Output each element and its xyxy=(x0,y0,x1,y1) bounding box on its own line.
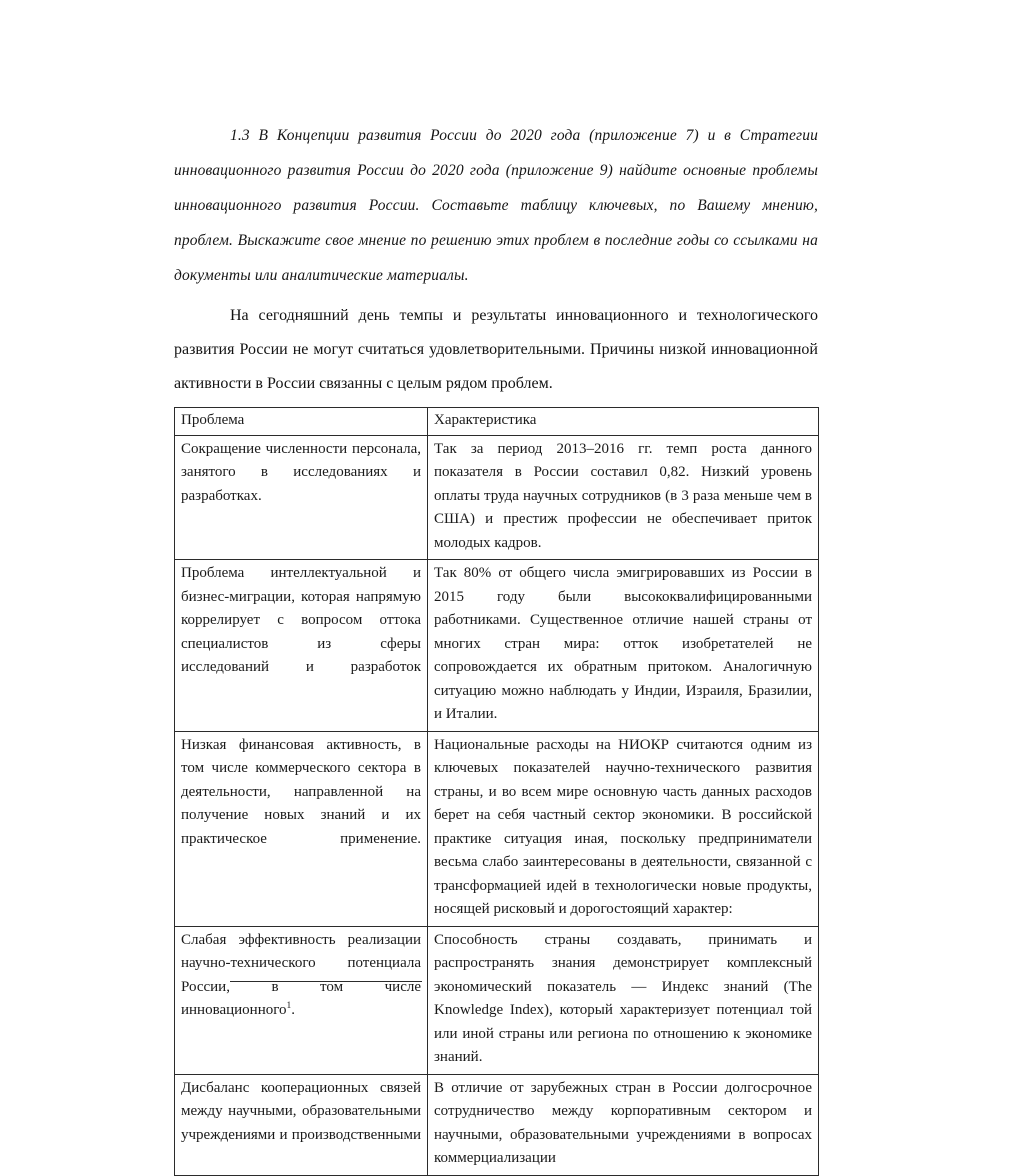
table-cell-problem xyxy=(175,926,428,1074)
assignment-intro-paragraph: 1.3 В Концепции развития России до 2020 года (приложение 7) и в Стратегии инновационного развития России до 2020 года (приложение 9) найдите основные проблемы инновационного развития России. Составьте таблицу ключевых, по Вашему мнению, проблем. Выскажите свое мнение по решению этих проблем в последние годы со ссылками на документы или аналитические материалы. xyxy=(174,127,818,284)
footnote-reference[interactable]: 1 xyxy=(286,1001,292,1011)
table-cell-problem: Сокращение численности персонала, занятого в исследованиях и разработках. xyxy=(175,435,428,560)
table-cell-problem: Проблема интеллектуальной и бизнес-миграции, которая напрямую коррелирует с вопросом оттока специалистов из сферы исследований и разработок xyxy=(175,560,428,732)
problems-table xyxy=(174,407,819,1176)
problem-text-suffix: . xyxy=(291,1002,296,1018)
table-header-row xyxy=(175,408,819,436)
table-cell-characteristic: Способность страны создавать, принимать и распространять знания демонстрирует комплексный экономический показатель — Индекс знаний (The Knowledge Index), который характеризует потенциал той или иной страны или региона по отношению к экономике знаний. xyxy=(428,926,819,1074)
table-row xyxy=(175,731,819,926)
table-row xyxy=(175,926,819,1074)
table-header-problem: Проблема xyxy=(175,408,428,436)
footnote-separator xyxy=(230,981,422,982)
problem-text: Слабая эффективность реализации научно-технического потенциала России, в том числе инновационного xyxy=(181,931,421,1018)
table-cell-characteristic: Национальные расходы на НИОКР считаются одним из ключевых показателей научно-технического развития страны, и во всем мире основную часть данных расходов берет на себя частный сектор экономики. В российской практике ситуация иная, поскольку предприниматели весьма слабо заинтересованы в деятельности, связанной с трансформацией идей в технологически новые продукты, носящей рисковый и дорогостоящий характер: xyxy=(428,731,819,926)
table-cell-problem: Низкая финансовая активность, в том числе коммерческого сектора в деятельности, направленной на получение новых знаний и их практическое применение. xyxy=(175,731,428,926)
table-row xyxy=(175,560,819,732)
table-cell-problem: Дисбаланс кооперационных связей между научными, образовательными учреждениями и производственными xyxy=(175,1074,428,1175)
table-row xyxy=(175,435,819,560)
body-paragraph: На сегодняшний день темпы и результаты инновационного и технологического развития России не могут считаться удовлетворительными. Причины низкой инновационной активности в России связанны с целым рядом проблем. xyxy=(174,307,818,392)
table-cell-characteristic: Так за период 2013–2016 гг. темп роста данного показателя в России составил 0,82. Низкий уровень оплаты труда научных сотрудников (в 3 раза меньше чем в США) и престиж профессии не обеспечивает приток молодых кадров. xyxy=(428,435,819,560)
table-cell-characteristic: В отличие от зарубежных стран в России долгосрочное сотрудничество между корпоративным сектором и научными, образовательными учреждениями в вопросах коммерциализации xyxy=(428,1074,819,1175)
page-content xyxy=(174,118,818,1176)
table-row xyxy=(175,1074,819,1175)
table-cell-characteristic: Так 80% от общего числа эмигрировавших из России в 2015 году были высококвалифицированными работниками. Существенное отличие нашей страны от многих стран мира: отток изобретателей не сопровождается их обратным притоком. Аналогичную ситуацию можно наблюдать у Индии, Израиля, Бразилии, и Италии. xyxy=(428,560,819,732)
table-header-characteristic: Характеристика xyxy=(428,408,819,436)
